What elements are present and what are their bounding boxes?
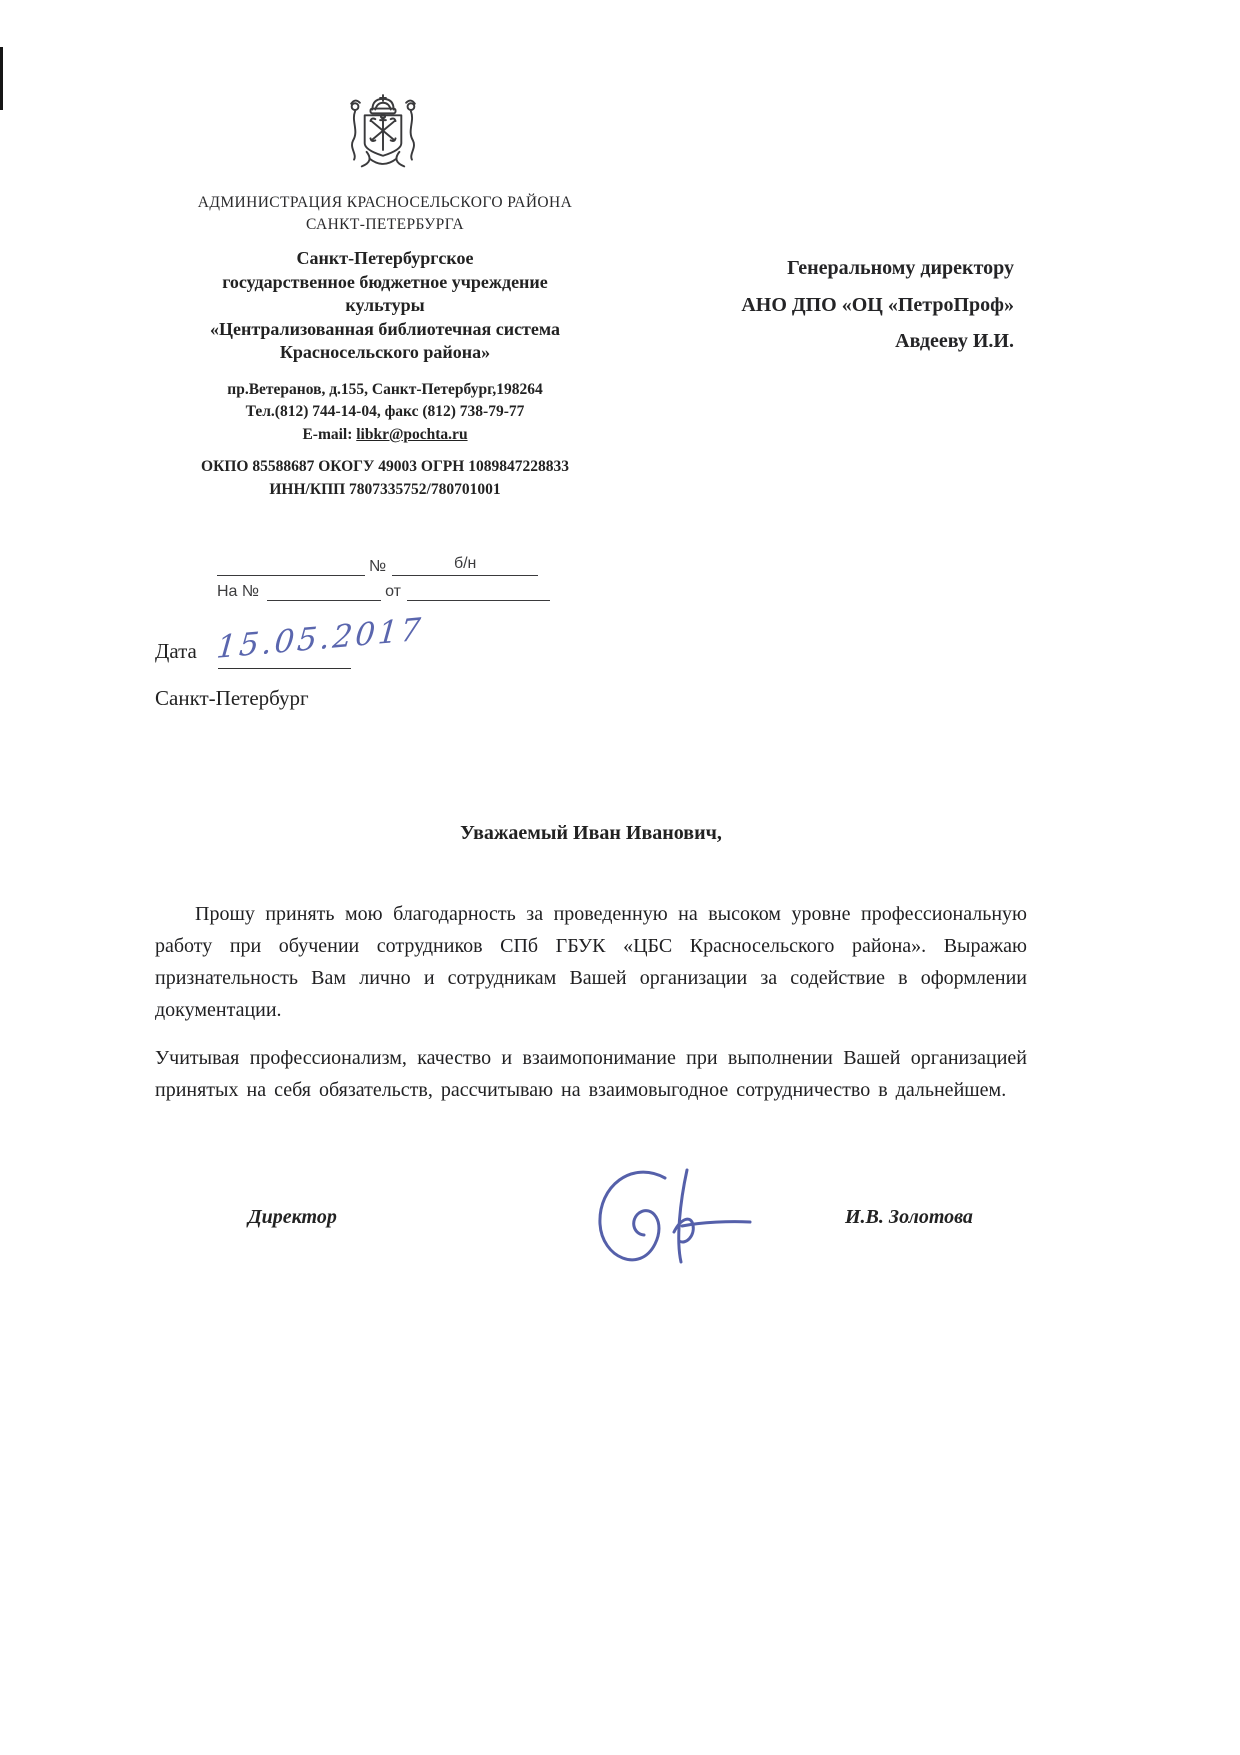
postal-address: пр.Ветеранов, д.155, Санкт-Петербург,198264 bbox=[227, 380, 543, 398]
email-address: libkr@pochta.ru bbox=[356, 425, 468, 443]
email-label: E-mail: bbox=[302, 425, 353, 443]
number-sign-label: № bbox=[369, 558, 387, 575]
addressee-title: Генеральному директору bbox=[787, 257, 1014, 279]
scan-edge-artifact bbox=[0, 47, 3, 110]
date-row bbox=[155, 611, 675, 666]
org-line: Санкт-Петербургское bbox=[296, 248, 474, 268]
email-line bbox=[150, 424, 620, 447]
signer-name: И.В. Золотова bbox=[845, 1206, 973, 1228]
contact-block bbox=[150, 379, 620, 447]
addressee-block bbox=[674, 250, 1014, 360]
date-underline bbox=[218, 668, 351, 669]
handwritten-signature bbox=[570, 1160, 790, 1280]
outgoing-date-blank bbox=[217, 555, 365, 576]
outgoing-number-row bbox=[217, 551, 637, 576]
date-label: Дата bbox=[155, 639, 197, 663]
incoming-date-blank bbox=[407, 580, 550, 601]
registry-codes bbox=[150, 455, 620, 501]
city-line: Санкт-Петербург bbox=[155, 686, 309, 710]
addressee-name: Авдееву И.И. bbox=[895, 330, 1014, 352]
na-number-label: На № bbox=[217, 583, 260, 600]
body-paragraph-1: Прошу принять мою благодарность за проведенную на высоком уровне профессиональную работу при обучении сотрудников СПб ГБУК «ЦБС Красносельского района». Выражаю признательность Вам лично и сотрудникам Вашей организации за содействие в оформлении документации. bbox=[155, 903, 1027, 1021]
org-line: государственное бюджетное учреждение bbox=[222, 271, 548, 292]
ot-label: от bbox=[385, 583, 401, 600]
outgoing-number-value: б/н bbox=[392, 555, 538, 576]
admin-line-1: АДМИНИСТРАЦИЯ КРАСНОСЕЛЬСКОГО РАЙОНА bbox=[197, 194, 573, 211]
coat-of-arms-icon bbox=[330, 90, 436, 182]
phone-fax: Тел.(812) 744-14-04, факс (812) 738-79-77 bbox=[245, 403, 525, 420]
org-line: культуры bbox=[345, 295, 425, 315]
admin-line-2: САНКТ-ПЕТЕРБУРГА bbox=[306, 216, 464, 233]
handwritten-date: 15.05.2017 bbox=[214, 611, 425, 666]
incoming-number-blank bbox=[267, 580, 381, 601]
org-line: «Централизованная библиотечная система bbox=[209, 318, 561, 339]
codes-line-2: ИНН/КПП 7807335752/780701001 bbox=[269, 481, 501, 498]
codes-line-1: ОКПО 85588687 ОКОГУ 49003 ОГРН 1089847228833 bbox=[201, 458, 569, 475]
incoming-number-row bbox=[217, 576, 637, 601]
addressee-org: АНО ДПО «ОЦ «ПетроПроф» bbox=[741, 293, 1014, 316]
body-paragraph-2: Учитывая профессионализм, качество и взаимопонимание при выполнении Вашей организацией принятых на себя обязательств, рассчитываю на взаимовыгодное сотрудничество в дальнейшем. bbox=[155, 1047, 1027, 1101]
org-line: Красносельского района» bbox=[279, 342, 491, 362]
letterhead bbox=[150, 192, 620, 501]
signer-role: Директор bbox=[248, 1206, 337, 1228]
salutation: Уважаемый Иван Иванович, bbox=[460, 822, 722, 844]
organization-name bbox=[150, 247, 620, 365]
reference-lines bbox=[217, 551, 637, 601]
